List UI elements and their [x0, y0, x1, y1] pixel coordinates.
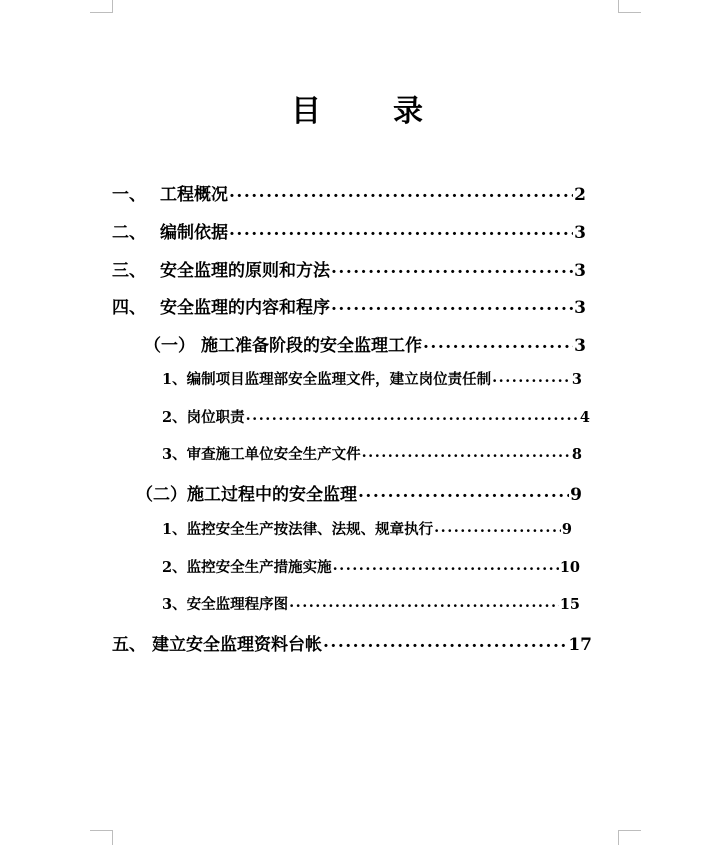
toc-label: 审查施工单位安全生产文件: [186, 446, 361, 463]
toc-page-number: 3: [574, 336, 586, 356]
page-title: [0, 86, 716, 130]
toc-number: （二）: [136, 485, 187, 505]
toc-entry-4-1-3[interactable]: [162, 443, 582, 464]
toc-label: 监控安全生产按法律、法规、规章执行: [186, 521, 434, 538]
title-char-1: 目: [291, 94, 323, 129]
toc-page-number: 15: [559, 596, 580, 613]
toc-label: 安全监理的内容和程序: [160, 298, 330, 318]
toc-entry-4-1-2[interactable]: [162, 406, 590, 427]
toc-page-number: 17: [568, 635, 592, 655]
toc-entry-4-2-2[interactable]: [162, 556, 580, 577]
toc-number: 2、: [162, 409, 187, 426]
toc-label: 建立安全监理资料台帐: [152, 635, 322, 655]
toc-leader-dots: [331, 296, 573, 313]
toc-number: 三、: [112, 261, 146, 281]
toc-leader-dots: [331, 259, 573, 276]
toc-entry-4-2-1[interactable]: [162, 518, 572, 539]
toc-entry-4-2-3[interactable]: [162, 593, 580, 614]
toc-page-number: 4: [579, 409, 590, 426]
toc-number: 1、: [162, 521, 187, 538]
toc-entry-2[interactable]: [112, 218, 586, 243]
toc-label: 监控安全生产措施实施: [186, 559, 332, 576]
toc-page-number: 10: [559, 559, 580, 576]
toc-label: 编制依据: [160, 223, 228, 243]
toc-leader-dots: [423, 334, 573, 351]
toc-number: 3、: [162, 446, 187, 463]
toc-entry-4-2[interactable]: [136, 480, 582, 505]
toc-entry-4-1[interactable]: [144, 331, 586, 356]
toc-entry-4[interactable]: [112, 293, 586, 318]
crop-mark-top-left: [90, 0, 113, 13]
toc-number: 五、: [112, 635, 146, 655]
toc-label: 岗位职责: [186, 409, 245, 426]
toc-page-number: 9: [561, 521, 572, 538]
toc-label: 施工准备阶段的安全监理工作: [201, 336, 422, 356]
toc-leader-dots: [333, 558, 559, 573]
toc-leader-dots: [229, 221, 573, 238]
toc-label: 工程概况: [160, 185, 228, 205]
toc-label: 安全监理程序图: [186, 596, 289, 613]
toc-number: 2、: [162, 559, 187, 576]
toc-leader-dots: [492, 370, 571, 385]
toc-leader-dots: [434, 520, 561, 535]
toc-page-number: 2: [574, 185, 586, 205]
toc-entry-4-1-1[interactable]: [162, 368, 582, 389]
toc-leader-dots: [289, 595, 559, 610]
toc-entry-1[interactable]: [112, 180, 586, 205]
toc-page-number: 9: [570, 485, 582, 505]
toc-label: 编制项目监理部安全监理文件，建立岗位责任制: [186, 371, 492, 388]
toc-number: 一、: [112, 185, 146, 205]
toc-page-number: 3: [571, 371, 582, 388]
toc-number: 1、: [162, 371, 187, 388]
toc-entry-5[interactable]: [112, 630, 592, 655]
toc-entry-3[interactable]: [112, 256, 586, 281]
toc-leader-dots: [229, 183, 573, 200]
toc-label: 安全监理的原则和方法: [160, 261, 330, 281]
toc-page-number: 3: [574, 261, 586, 281]
toc-leader-dots: [323, 633, 567, 650]
toc-page-number: 8: [571, 446, 582, 463]
toc-number: 3、: [162, 596, 187, 613]
title-char-2: 录: [393, 94, 425, 129]
toc-leader-dots: [358, 483, 569, 500]
crop-mark-top-right: [618, 0, 641, 13]
toc-label: 施工过程中的安全监理: [187, 485, 357, 505]
toc-number: 二、: [112, 223, 146, 243]
toc-number: （一）: [144, 336, 195, 356]
toc-leader-dots: [246, 408, 579, 423]
toc-page-number: 3: [574, 223, 586, 243]
toc-page-number: 3: [574, 298, 586, 318]
toc-leader-dots: [362, 445, 571, 460]
toc-number: 四、: [112, 298, 146, 318]
